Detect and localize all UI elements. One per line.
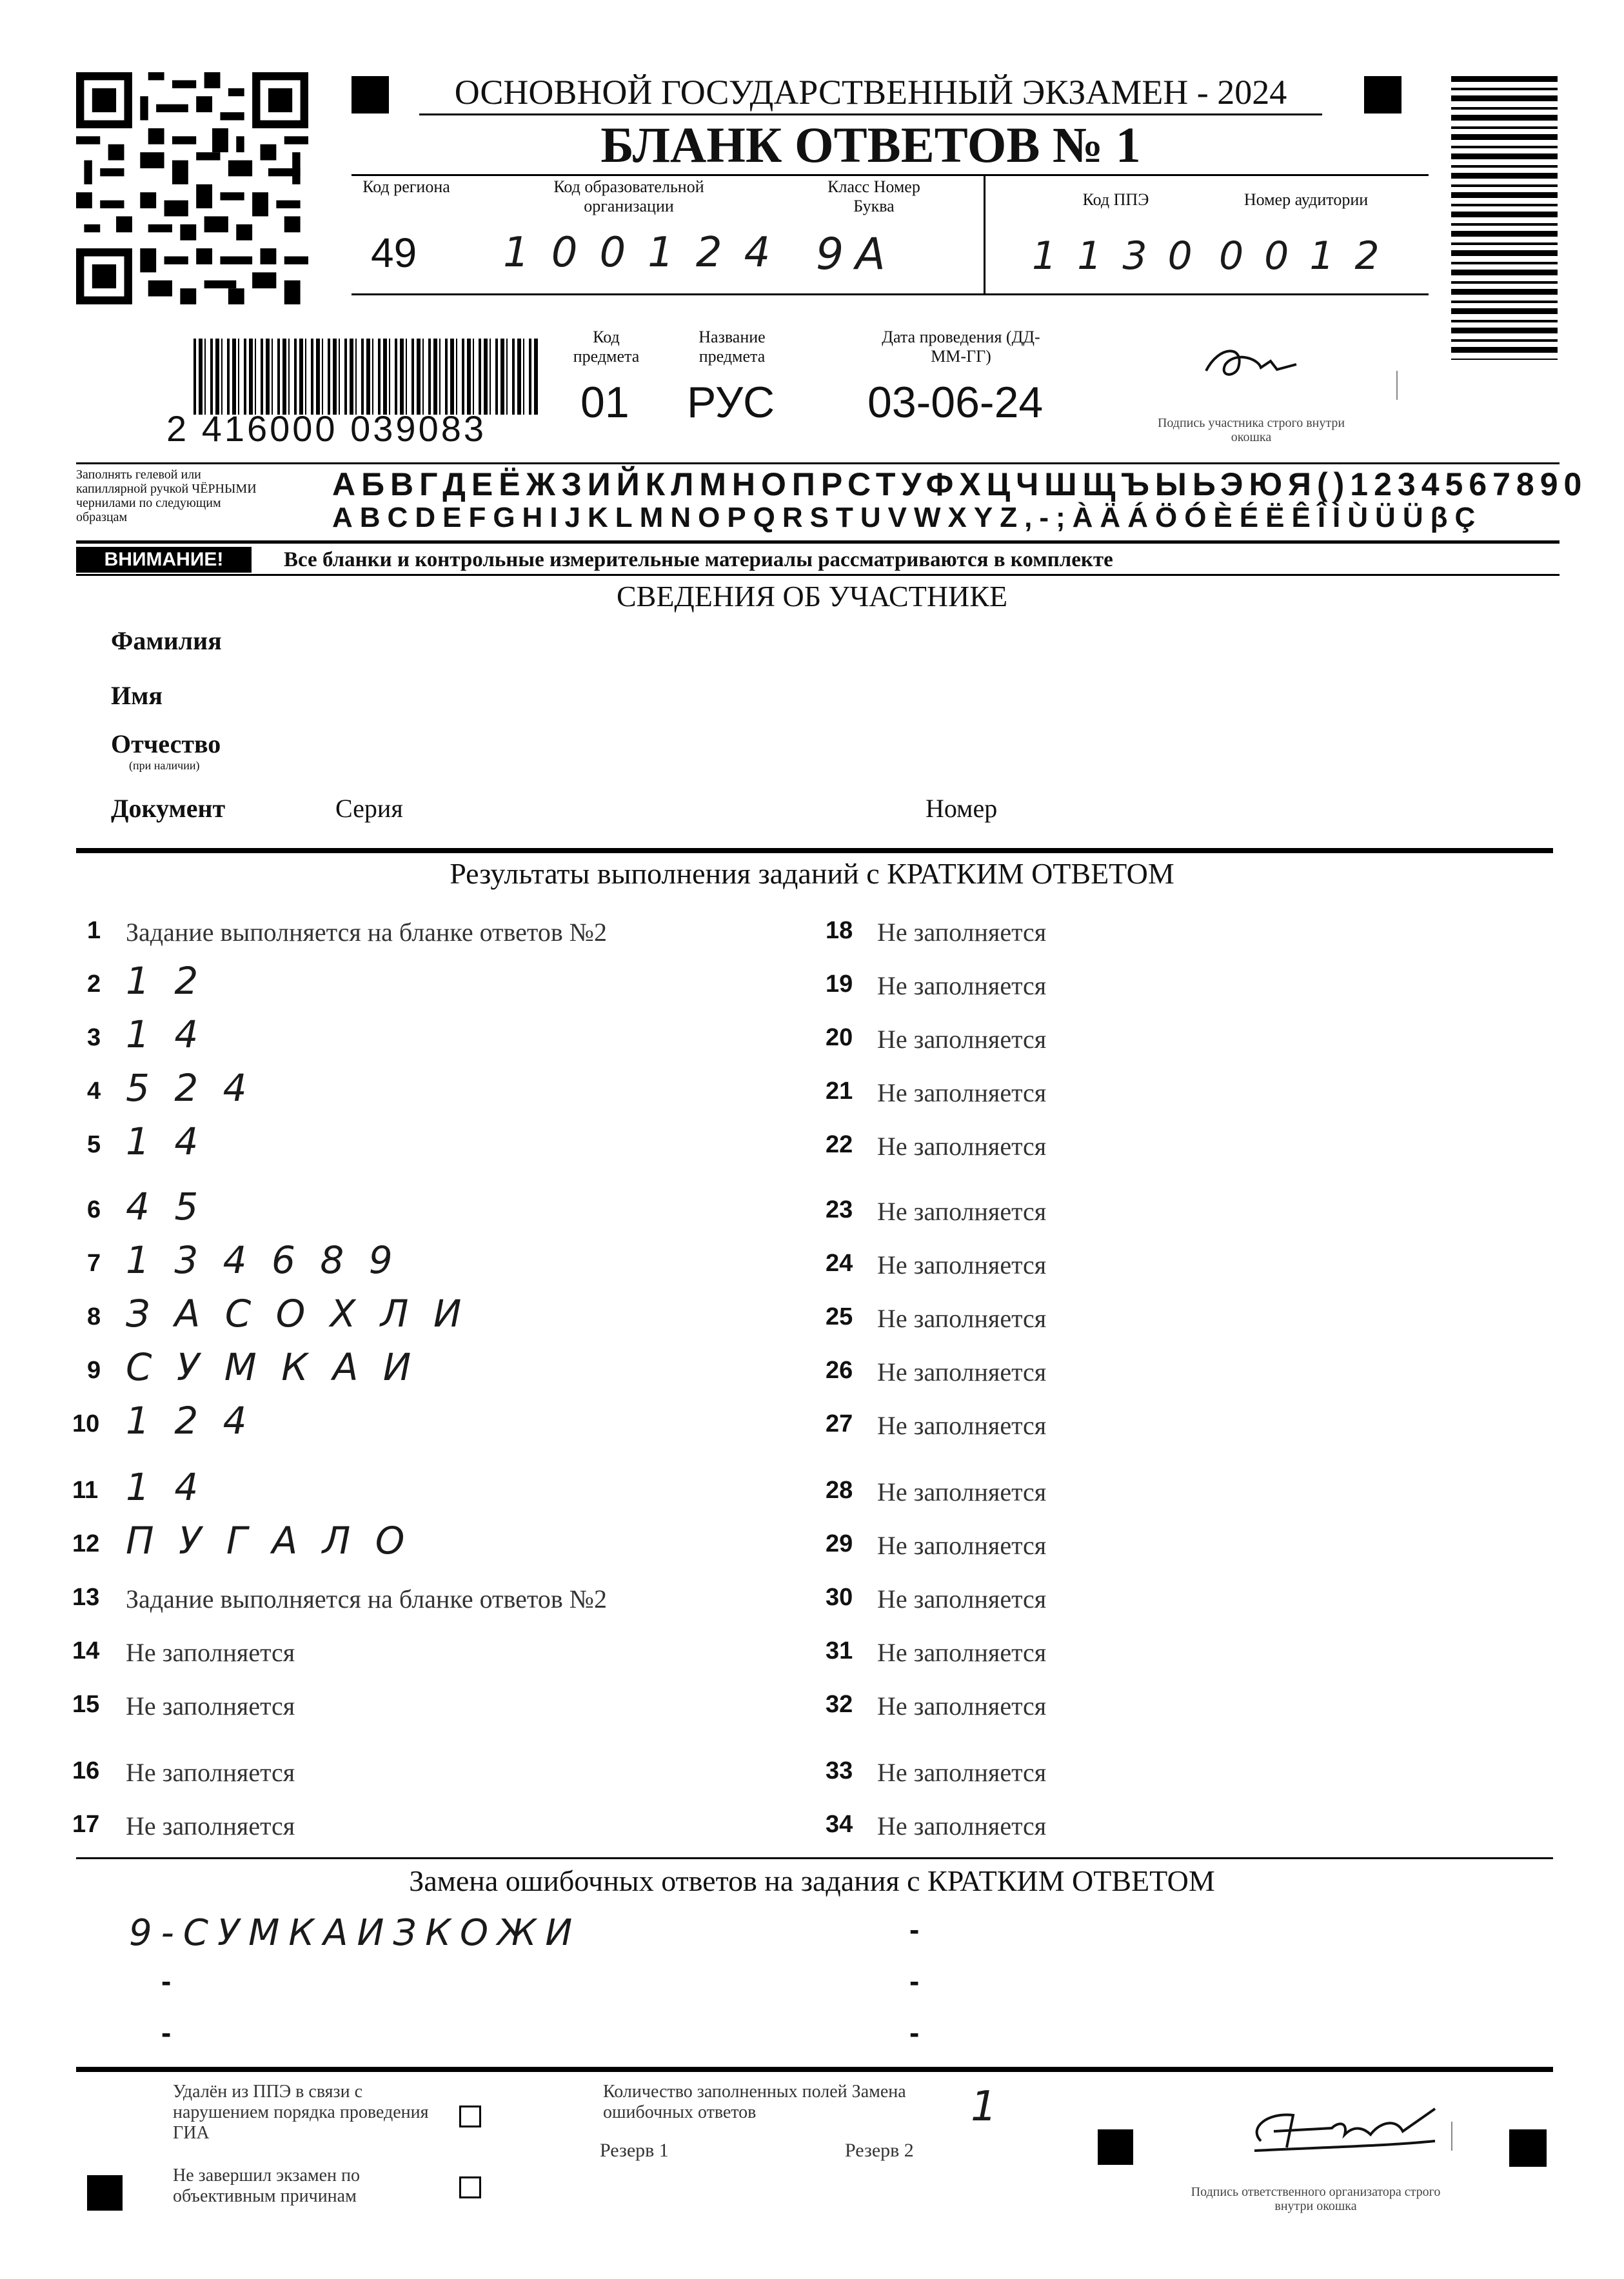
answer-note: Не заполняется (126, 1811, 295, 1840)
answer-value[interactable]: 1 2 (126, 959, 205, 1003)
replacement-title: Замена ошибочных ответов на задания с КРАТКИМ ОТВЕТОМ (409, 1864, 1215, 1897)
subject-code-value: 01 (580, 378, 629, 427)
answer-value[interactable]: 1 4 (126, 1465, 205, 1509)
not-completed-label: Не завершил экзамен по объективным причинам (173, 2166, 360, 2206)
removed-checkbox[interactable] (459, 2106, 481, 2127)
task-number: 25 (826, 1303, 853, 1330)
answer-note: Не заполняется (877, 1304, 1047, 1333)
ppe-label: Код ППЭ (1082, 190, 1149, 209)
task-number: 8 (87, 1303, 101, 1330)
number-label: Номер (926, 794, 998, 823)
sample-cyrillic: АБВГДЕЁЖЗИЙКЛМНОПРСТУФХЦЧШЩЪЫЬЭЮЯ()1234567890 (332, 466, 1588, 502)
answer-note: Не заполняется (126, 1692, 295, 1721)
date-value: 03-06-24 (867, 378, 1044, 427)
replacement-entry-5: - (909, 1964, 920, 1998)
task-number: 21 (826, 1078, 853, 1105)
task-number: 29 (826, 1530, 853, 1557)
task-number: 22 (826, 1131, 853, 1158)
class-label: Класс Номер Буква (827, 177, 920, 215)
notice-text: Все бланки и контрольные измерительные материалы рассматриваются в комплекте (284, 548, 1113, 571)
answer-note: Не заполняется (877, 1477, 1047, 1506)
answer-note: Не заполняется (877, 1250, 1047, 1279)
subject-name-value: РУС (687, 378, 775, 427)
org-label: Код образовательной организации (553, 177, 704, 215)
ppe-value: 1130 (1032, 233, 1213, 279)
patronymic-note: (при наличии) (129, 759, 200, 772)
task-number: 13 (72, 1584, 100, 1611)
answer-note: Не заполняется (126, 1638, 295, 1667)
task-number: 17 (72, 1811, 100, 1838)
answer-note: Не заполняется (877, 1531, 1047, 1560)
region-value: 49 (371, 230, 417, 276)
participant-signature-caption: Подпись участника строго внутри окошка (1157, 416, 1345, 444)
answer-note: Не заполняется (877, 1132, 1047, 1161)
task-number: 18 (826, 917, 853, 944)
answer-note: Задание выполняется на бланке ответов №2 (126, 918, 607, 947)
removed-label: Удалён из ППЭ в связи с нарушением порядка проведения ГИА (173, 2082, 429, 2143)
answer-note: Не заполняется (877, 1197, 1047, 1226)
task-number: 6 (87, 1196, 101, 1223)
patronymic-label: Отчество (111, 729, 221, 758)
answer-note: Не заполняется (877, 1411, 1047, 1440)
subject-name-label: Название предмета (698, 328, 766, 366)
answer-note: Не заполняется (126, 1758, 295, 1787)
subject-code-label: Код предмета (573, 328, 640, 366)
organizer-signature (1242, 2096, 1448, 2167)
form-title: БЛАНК ОТВЕТОВ № 1 (600, 117, 1141, 173)
task-number: 15 (72, 1691, 100, 1718)
count-value: 1 (971, 2083, 997, 2131)
task-number: 16 (72, 1757, 100, 1784)
room-label: Номер аудитории (1243, 190, 1369, 209)
task-number: 3 (87, 1024, 101, 1051)
region-label: Код региона (362, 177, 450, 196)
marker-square-bottom-left (87, 2175, 123, 2211)
task-number: 28 (826, 1477, 853, 1504)
reserve-1: Резерв 1 (600, 2140, 669, 2161)
replacement-entry-2: - (161, 1964, 172, 1998)
notice-label: ВНИМАНИЕ! (76, 547, 252, 573)
task-number: 4 (87, 1078, 101, 1105)
participant-signature (1200, 339, 1303, 390)
task-number: 7 (87, 1250, 101, 1277)
task-number: 12 (72, 1530, 100, 1557)
date-label: Дата проведения (ДД-ММ-ГГ) (882, 328, 1040, 366)
task-number: 32 (826, 1691, 853, 1718)
task-number: 5 (87, 1131, 101, 1158)
marker-square-bottom-right (1509, 2129, 1547, 2167)
results-title: Результаты выполнения заданий с КРАТКИМ ОТВЕТОМ (450, 857, 1174, 890)
task-number: 26 (826, 1357, 853, 1384)
class-value: 9А (816, 229, 897, 280)
answer-note: Не заполняется (877, 1078, 1047, 1107)
org-value: 100124 (503, 229, 793, 277)
answer-value[interactable]: З А С О Х Л И (126, 1292, 468, 1336)
task-number: 10 (72, 1410, 100, 1437)
marker-square-bottom-mid (1098, 2129, 1133, 2165)
answer-value[interactable]: 4 5 (126, 1185, 205, 1228)
not-completed-checkbox[interactable] (459, 2176, 481, 2198)
task-number: 11 (72, 1477, 99, 1504)
task-number: 19 (826, 971, 853, 998)
answer-note: Не заполняется (877, 1638, 1047, 1667)
task-number: 20 (826, 1024, 853, 1051)
task-number: 24 (826, 1250, 853, 1277)
task-number: 33 (826, 1757, 853, 1784)
sample-instruction: Заполнять гелевой или капиллярной ручкой ЧЁРНЫМИ чернилами по следующим образцам (76, 468, 257, 524)
task-number: 27 (826, 1410, 853, 1437)
answer-note: Не заполняется (877, 1357, 1047, 1386)
answer-note: Не заполняется (877, 1025, 1047, 1054)
answer-value[interactable]: С У М К А И (126, 1345, 418, 1389)
answer-note: Не заполняется (877, 1758, 1047, 1787)
answer-value[interactable]: П У Г А Л О (126, 1519, 411, 1563)
barcode-number: 2 416000 039083 (166, 408, 486, 449)
replacement-entry-4: - (909, 1913, 920, 1946)
answer-note: Задание выполняется на бланке ответов №2 (126, 1584, 607, 1613)
replacement-entry-3: - (161, 2016, 172, 2049)
participant-title: СВЕДЕНИЯ ОБ УЧАСТНИКЕ (616, 580, 1008, 613)
document-label: Документ (111, 794, 226, 823)
task-number: 23 (826, 1196, 853, 1223)
replacement-entry-1: 9-СУМКАИЗКОЖИ (129, 1912, 582, 1954)
room-value: 0012 (1219, 233, 1400, 279)
marker-square-top-left (352, 76, 389, 113)
task-number: 2 (87, 971, 101, 998)
marker-square-top-right (1364, 76, 1401, 113)
replacement-entry-6: - (909, 2016, 920, 2049)
task-number: 30 (826, 1584, 853, 1611)
organizer-signature-caption: Подпись ответственного организатора строго внутри окошка (1191, 2185, 1441, 2213)
series-label: Серия (335, 794, 403, 823)
task-number: 34 (826, 1811, 853, 1838)
answer-value[interactable]: 1 4 (126, 1120, 205, 1163)
answer-note: Не заполняется (877, 971, 1047, 1000)
task-number: 9 (87, 1357, 101, 1384)
side-barcode (1451, 76, 1558, 360)
answer-value[interactable]: 5 2 4 (126, 1066, 253, 1110)
answer-value[interactable]: 1 4 (126, 1012, 205, 1056)
answer-note: Не заполняется (877, 1692, 1047, 1721)
reserve-2: Резерв 2 (845, 2140, 914, 2161)
answer-note: Не заполняется (877, 918, 1047, 947)
task-number: 1 (87, 917, 101, 944)
task-number: 14 (72, 1637, 100, 1664)
qr-code (76, 72, 308, 304)
task-number: 31 (826, 1637, 853, 1664)
main-barcode (193, 339, 539, 415)
name-label: Имя (111, 681, 163, 710)
exam-title: ОСНОВНОЙ ГОСУДАРСТВЕННЫЙ ЭКЗАМЕН - 2024 (419, 72, 1322, 115)
count-label: Количество заполненных полей Замена ошибочных ответов (603, 2082, 906, 2122)
sample-latin: ABCDEFGHIJKLMNOPQRSTUVWXYZ,-;ÀÄÁÖÓÈÉËÊÎÌÙÜÜβÇ (332, 502, 1483, 533)
answer-note: Не заполняется (877, 1811, 1047, 1840)
answer-note: Не заполняется (877, 1584, 1047, 1613)
surname-label: Фамилия (111, 626, 222, 655)
answer-value[interactable]: 1 3 4 6 8 9 (126, 1238, 399, 1282)
answer-value[interactable]: 1 2 4 (126, 1399, 253, 1443)
